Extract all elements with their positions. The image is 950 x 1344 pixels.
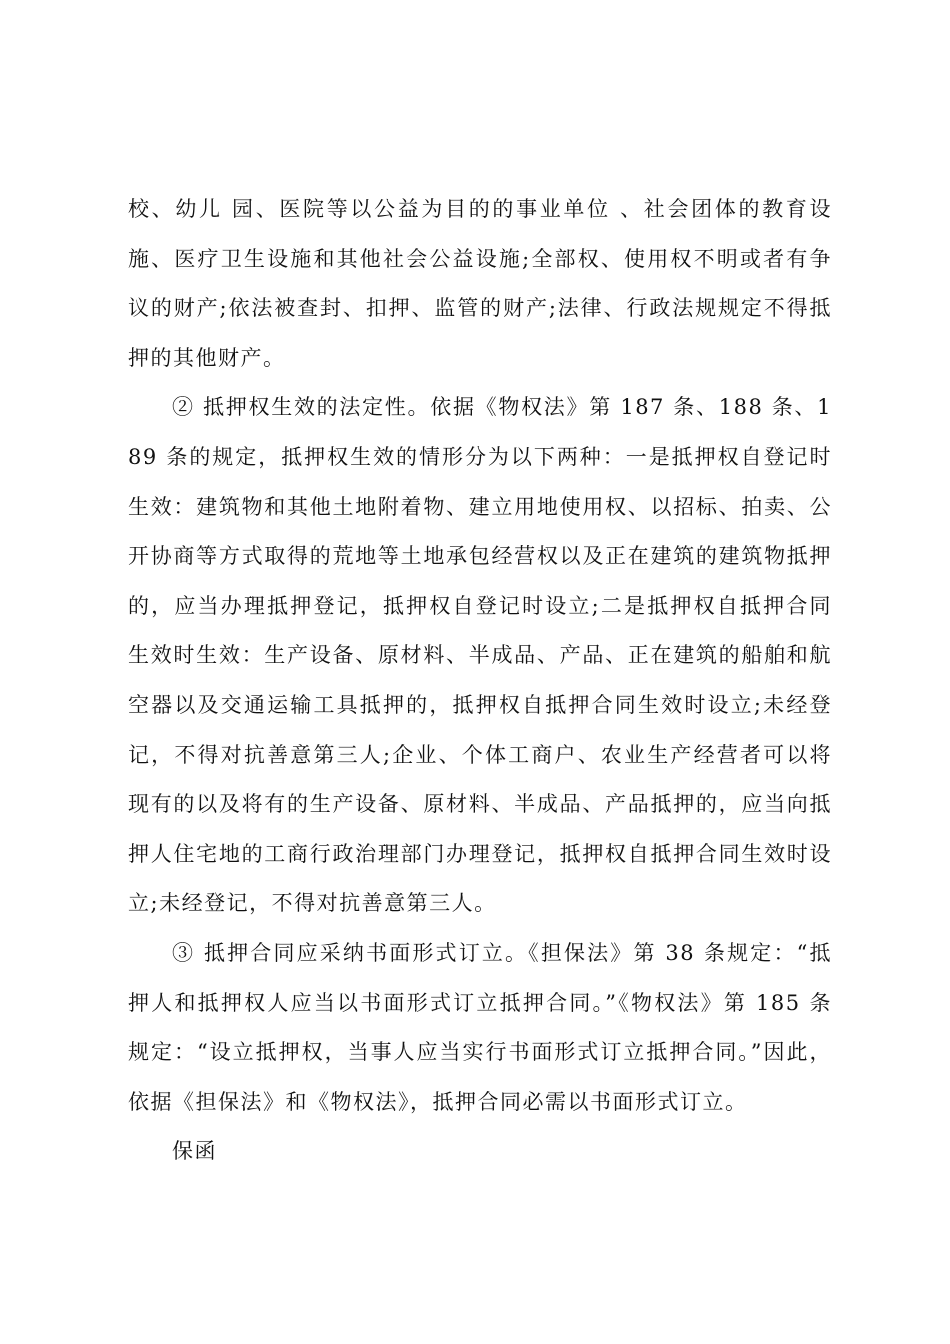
section-heading-guarantee-letter: 保函 [172,1139,217,1164]
paragraph-mortgage-effectiveness: ② 抵押权生效的法定性。依据《物权法》第 187 条、188 条、189 条的规定，抵押权生效的情形分为以下两种：一是抵押权自登记时生效：建筑物和其他土地附着物、建立用地使用权、以招标、拍卖、公开协商等方式取得的荒地等土地承包经营权以及正在建筑的建筑物抵押的，应当办理抵押登记，抵押权自登记时设立;二是抵押权自抵押合同生效时生效：生产设备、原材料、半成品、产品、正在建筑的船舶和航空器以及交通运输工具抵押的，抵押权自抵押合同生效时设立;未经登记，不得对抗善意第三人;企业、个体工商户、农业生产经营者可以将现有的以及将有的生产设备、原材料、半成品、产品抵押的，应当向抵押人住宅地的工商行政治理部门办理登记，抵押权自抵押合同生效时设立;未经登记，不得对抗善意第三人。 [128,395,832,916]
document-page [128,185,832,1177]
paragraph-mortgage-contract-form: ③ 抵押合同应采纳书面形式订立。《担保法》第 38 条规定：“抵押人和抵押权人应当以书面形式订立抵押合同。”《物权法》第 185 条规定：“设立抵押权，当事人应当实行书面形式订立抵押合同。”因此，依据《担保法》和《物权法》，抵押合同必需以书面形式订立。 [128,940,832,1114]
paragraph-continuation: 校、幼儿 园、医院等以公益为目的的事业单位 、社会团体的教育设施、医疗卫生设施和其他社会公益设施;全部权、使用权不明或者有争议的财产;依法被查封、扣押、监管的财产;法律、行政法规规定不得抵押的其他财产。 [128,197,832,370]
